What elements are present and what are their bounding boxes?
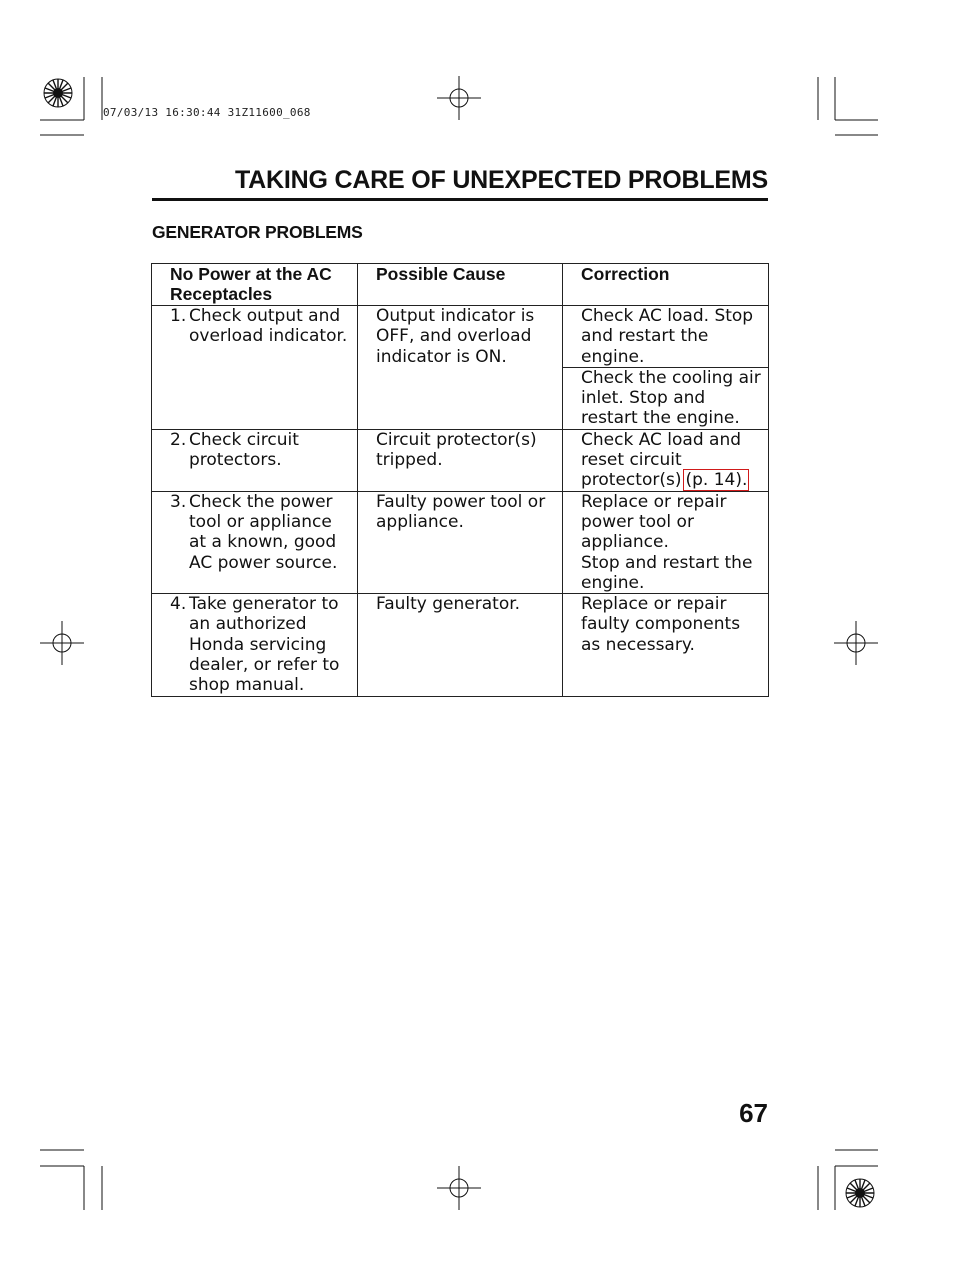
check-text: Check circuit protectors. [189, 429, 299, 471]
table-row [152, 491, 769, 593]
page-reference-link[interactable] [683, 469, 749, 491]
correction-cell: Check AC load. Stop and restart the engine. [563, 306, 769, 368]
correction-text: Replace or repair power tool or appliance. [581, 491, 727, 553]
check-cell [152, 491, 358, 593]
header-cause: Possible Cause [358, 264, 563, 306]
correction-cell [563, 491, 769, 593]
check-cell [152, 306, 358, 430]
step-number: 3. [170, 491, 187, 512]
section-title: GENERATOR PROBLEMS [152, 222, 363, 242]
correction-cell: Replace or repair faulty components as necessary. [563, 594, 769, 696]
page-number: 67 [739, 1098, 768, 1128]
table-row [152, 429, 769, 491]
header-correction: Correction [563, 264, 769, 306]
step-number: 1. [170, 306, 187, 326]
check-text: Take generator to an authorized Honda servicing dealer, or refer to shop manual. [189, 594, 340, 696]
header-problem: No Power at the AC Receptacles [152, 264, 358, 306]
cause-cell: Faulty generator. [358, 594, 563, 696]
check-cell [152, 594, 358, 696]
title-rule [152, 198, 768, 201]
cause-cell: Circuit protector(s) tripped. [358, 429, 563, 491]
correction-period: . [741, 470, 748, 491]
correction-cell: Check the cooling air inlet. Stop and restart the engine. [563, 367, 769, 429]
step-number: 2. [170, 429, 187, 450]
table-header-row [152, 264, 769, 306]
table-row [152, 306, 769, 368]
cause-cell: Output indicator is OFF, and overload indicator is ON. [358, 306, 563, 430]
check-cell [152, 429, 358, 491]
correction-text: Stop and restart the engine. [581, 552, 753, 593]
print-timestamp: 07/03/13 16:30:44 31Z11600_068 [103, 106, 311, 119]
step-number: 4. [170, 594, 187, 615]
correction-cell [563, 429, 769, 491]
table-row [152, 594, 769, 696]
correction-text: Check AC load and reset circuit protector(s) [581, 429, 742, 491]
cause-cell: Faulty power tool or appliance. [358, 491, 563, 593]
check-text: Check the power tool or appliance at a known, good AC power source. [189, 491, 338, 573]
check-text: Check output and overload indicator. [189, 306, 348, 347]
troubleshooting-table [151, 263, 769, 697]
page-title: TAKING CARE OF UNEXPECTED PROBLEMS [234, 166, 768, 194]
page-reference-text[interactable]: (p. 14) [685, 470, 742, 491]
